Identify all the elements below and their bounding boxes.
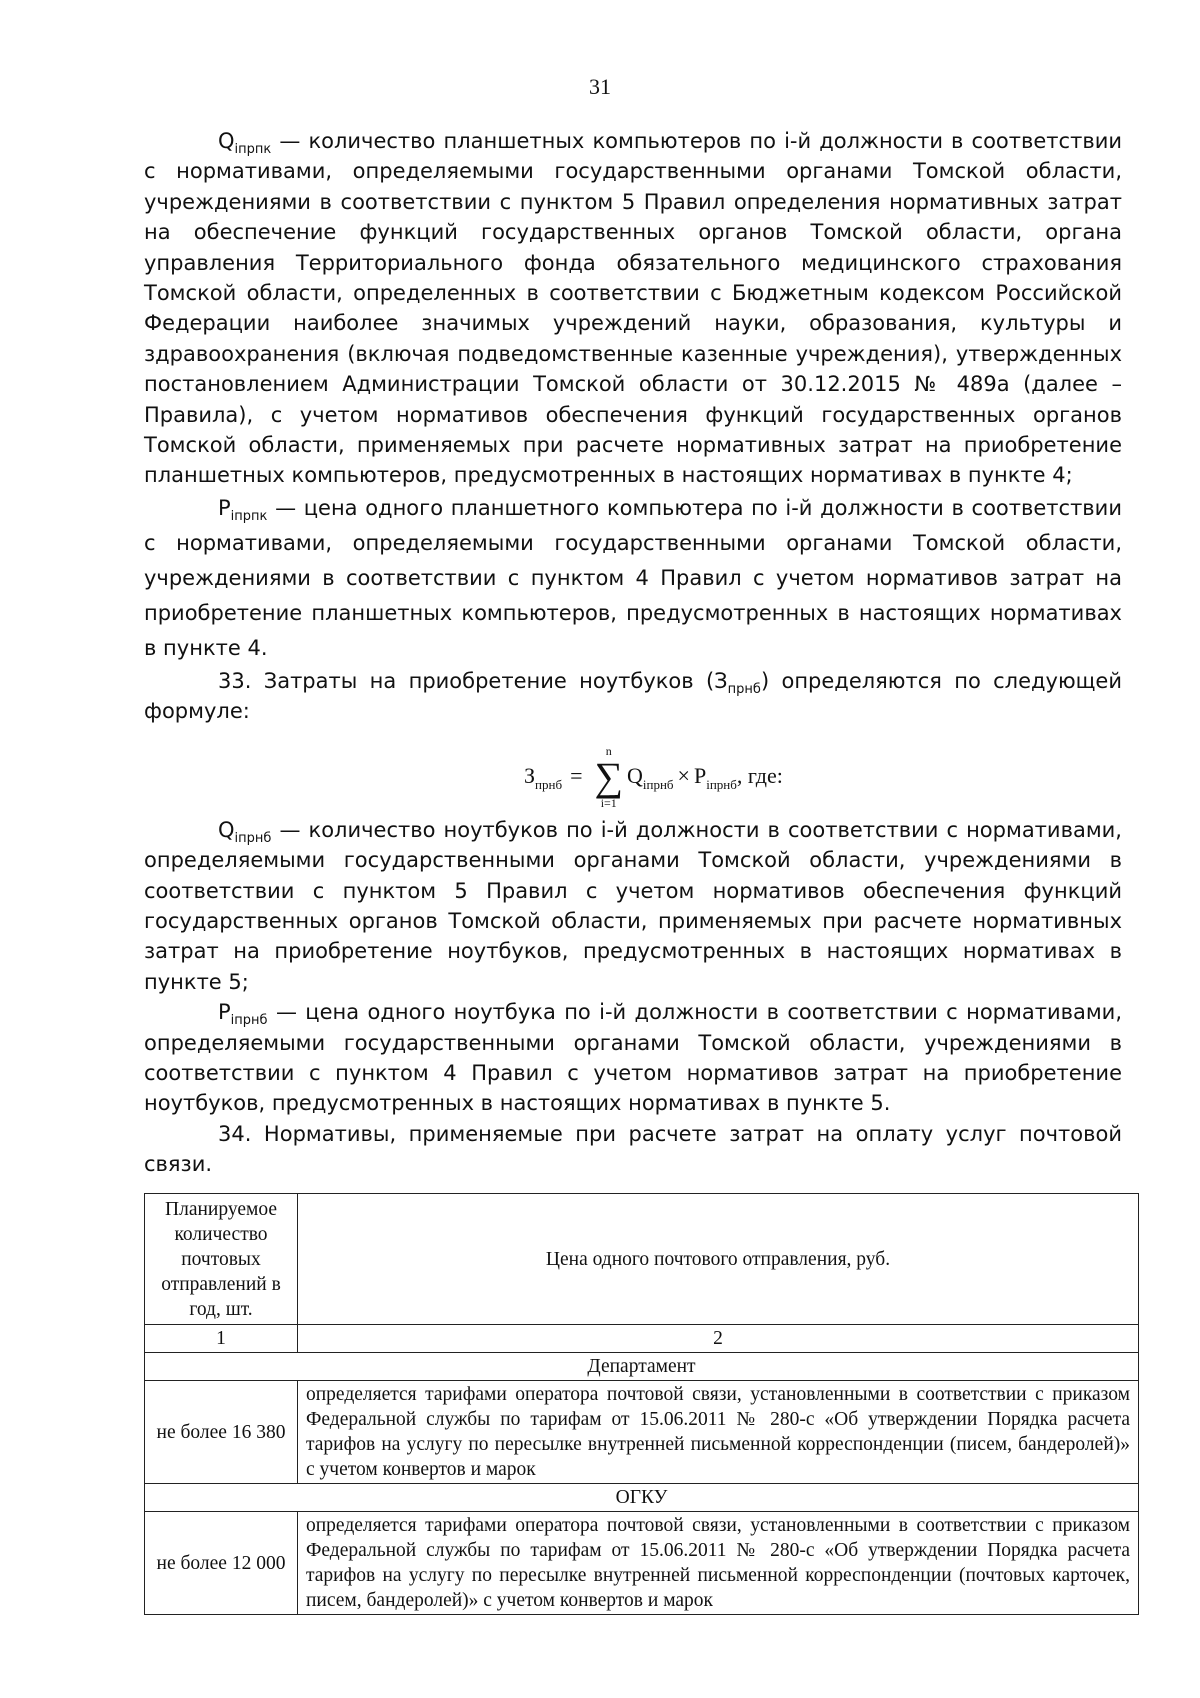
col-number-2: 2 xyxy=(298,1325,1139,1353)
table-number-row xyxy=(145,1325,1139,1353)
formula-lhs: $З_{прнб}$ xyxy=(524,763,563,793)
paragraph-p-tablets xyxy=(144,491,1122,666)
paragraph-p-laptops xyxy=(144,997,1122,1119)
section-department: Департамент xyxy=(145,1353,1139,1381)
sum-lower-limit: i=1 xyxy=(600,795,617,810)
row-price: определяется тарифами оператора почтовой связи, установленными в соответствии с приказом Федеральной службы по тарифам от 15.06.2011 № 280-с «Об утверждении Порядка расчета тарифов на услугу по пересылке внутренней письменной корреспонденции (писем, бандеролей)» с учетом конвертов и марок xyxy=(298,1381,1139,1484)
symbol-q-iprpk: $Q_{iпрпк}$ xyxy=(218,129,272,157)
formula-q: $Q_{iпрнб}$ xyxy=(627,763,674,793)
subscript: прнб xyxy=(727,681,761,697)
symbol-q-iprnb: $Q_{iпрнб}$ xyxy=(218,817,272,846)
paragraph-text: ) определяются по следующей формуле: xyxy=(144,668,1122,724)
page-number: 31 xyxy=(589,74,611,99)
table-section-row xyxy=(145,1484,1139,1512)
postal-costs-table xyxy=(144,1193,1139,1615)
paragraph-text: — цена одного планшетного компьютера по i-й должности в соответствии с нормативами, определяемыми государственными органами Томской области, учреждениями в соответствии с пунктом 4 Правил с учетом нормативов затрат на приобретение планшетных компьютеров, предусмотренных в настоящих нормативах в пункте 4. xyxy=(144,495,1122,660)
formula-equals: = xyxy=(570,763,583,789)
paragraph-33 xyxy=(144,666,1122,727)
table-section-row xyxy=(145,1353,1139,1381)
table-header-row xyxy=(145,1194,1139,1325)
formula-laptops xyxy=(144,739,1122,811)
sum-upper-limit: n xyxy=(605,743,612,758)
paragraph-text: 33. Затраты на приобретение ноутбуков (З xyxy=(218,668,728,693)
row-price: определяется тарифами оператора почтовой связи, установленными в соответствии с приказом Федеральной службы по тарифам от 15.06.2011 № 280-с «Об утверждении Порядка расчета тарифов на услугу по пересылке внутренней письменной корреспонденции (почтовых карточек, писем, бандеролей)» с учетом конвертов и марок xyxy=(298,1512,1139,1615)
formula-tail: , где: xyxy=(736,763,783,789)
header-price: Цена одного почтового отправления, руб. xyxy=(298,1194,1139,1325)
paragraph-text: 34. Нормативы, применяемые при расчете затрат на оплату услуг почтовой связи. xyxy=(144,1121,1122,1177)
paragraph-text: — цена одного ноутбука по i-й должности в соответствии с нормативами, определяемыми государственными органами Томской области, учреждениями в соответствии с пунктом 4 Правил с учетом нормативов затрат на приобретение ноутбуков, предусмотренных в настоящих нормативах в пункте 5. xyxy=(144,1000,1123,1116)
table-row xyxy=(145,1512,1139,1615)
paragraph-text: — количество ноутбуков по i-й должности в соответствии с нормативами, определяемыми государственными органами Томской области, учреждениями в соответствии с пунктом 5 Правил с учетом нормативов обеспечения функций государственных органов Томской области, применяемых при расчете нормативных затрат на приобретение ноутбуков, предусмотренных в настоящих нормативах в пункте 5; xyxy=(144,817,1122,994)
paragraph-text: — количество планшетных компьютеров по i-й должности в соответствии с нормативами, определяемыми государственными органами Томской области, учреждениями в соответствии с пунктом 5 Правил определения нормативных затрат на обеспечение функций государственных органов Томской области, органа управления Территориального фонда обязательного медицинского страхования Томской области, определенных в соответствии с Бюджетным кодексом Российской Федерации наиболее значимых учреждений науки, образования, культуры и здравоохранения (включая подведомственные казенные учреждения), утвержденных постановлением Администрации Томской области от 30.12.2015 № 489а (далее – Правила), с учетом нормативов обеспечения функций государственных органов Томской области, применяемых при расчете нормативных затрат на приобретение планшетных компьютеров, предусмотренных в настоящих нормативах в пункте 4; xyxy=(144,129,1122,488)
formula-times: × xyxy=(677,763,690,789)
col-number-1: 1 xyxy=(145,1325,298,1353)
sigma-icon: ∑ xyxy=(594,753,623,799)
header-quantity: Планируемое количество почтовых отправлений в год, шт. xyxy=(145,1194,298,1325)
document-body xyxy=(144,126,1122,1180)
formula-p: $P_{iпрнб}$ xyxy=(693,763,737,793)
paragraph-q-laptops xyxy=(144,815,1122,997)
symbol-p-iprnb: $P_{iпрнб}$ xyxy=(218,1000,268,1029)
row-quantity: не более 16 380 xyxy=(145,1381,298,1484)
section-ogku: ОГКУ xyxy=(145,1484,1139,1512)
row-quantity: не более 12 000 xyxy=(145,1512,298,1615)
formula-sum xyxy=(594,745,623,809)
paragraph-34 xyxy=(144,1119,1122,1180)
symbol-p-iprpk: $P_{iпрпк}$ xyxy=(218,495,268,524)
table-row xyxy=(145,1381,1139,1484)
paragraph-q-tablets xyxy=(144,126,1122,491)
